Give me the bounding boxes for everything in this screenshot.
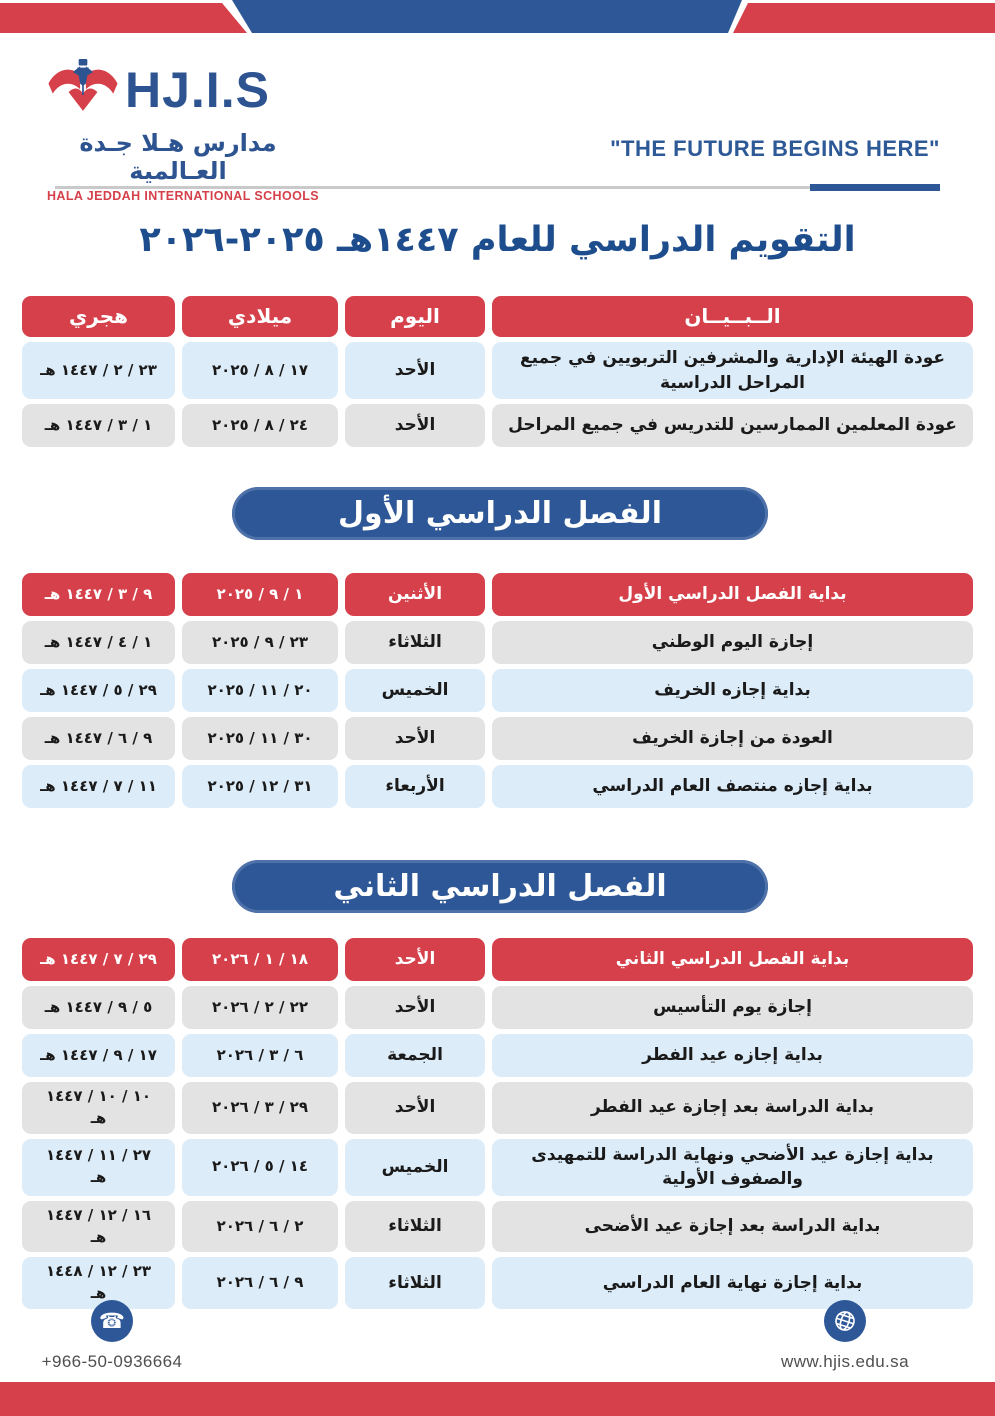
event-day: الخميس <box>345 1139 485 1196</box>
event-description: عودة الهيئة الإدارية والمشرفين التربويين في جميع المراحل الدراسية <box>492 342 973 399</box>
header-day: اليوم <box>345 296 485 337</box>
semester2-title: الفصل الدراسي الثاني <box>232 860 768 913</box>
event-description: بداية إجازة عيد الأضحي ونهاية الدراسة للتمهيدى والصفوف الأولية <box>492 1139 973 1196</box>
table-row <box>22 342 973 399</box>
event-gregorian-date: ١ / ٩ / ٢٠٢٥ <box>182 573 338 616</box>
event-day: الأحد <box>345 1082 485 1134</box>
event-hijri-date: ٥ / ٩ / ١٤٤٧ هـ <box>22 986 175 1029</box>
website-contact <box>755 1300 935 1372</box>
phone-icon <box>91 1300 133 1342</box>
header-hijri: هجري <box>22 296 175 337</box>
band-red-left <box>0 3 250 33</box>
event-gregorian-date: ٩ / ٦ / ٢٠٢٦ <box>182 1257 338 1309</box>
table-header-row <box>22 296 973 337</box>
event-hijri-date: ٢٣ / ١٢ / ١٤٤٨ هـ <box>22 1257 175 1309</box>
event-description: بداية الفصل الدراسي الثاني <box>492 938 973 981</box>
event-gregorian-date: ٢٢ / ٢ / ٢٠٢٦ <box>182 986 338 1029</box>
semester1-title: الفصل الدراسي الأول <box>232 487 768 540</box>
phone-glyph: ☎ <box>98 1309 126 1333</box>
school-name-arabic: مدارس هـلا جـدة العـالمية <box>79 129 277 185</box>
event-day: الأحد <box>345 342 485 399</box>
website-url: www.hjis.edu.sa <box>781 1352 909 1371</box>
event-hijri-date: ١ / ٣ / ١٤٤٧ هـ <box>22 404 175 447</box>
event-hijri-date: ١١ / ٧ / ١٤٤٧ هـ <box>22 765 175 808</box>
event-day: الأحد <box>345 717 485 760</box>
semester2-table <box>22 938 973 1314</box>
event-gregorian-date: ٢٩ / ٣ / ٢٠٢٦ <box>182 1082 338 1134</box>
event-description: إجازة اليوم الوطني <box>492 621 973 664</box>
semester1-table <box>22 573 973 813</box>
table-row <box>22 573 973 616</box>
table-row <box>22 1082 973 1134</box>
event-day: الأحد <box>345 938 485 981</box>
header-divider-accent <box>810 184 940 191</box>
school-name-english: HALA JEDDAH INTERNATIONAL SCHOOLS <box>47 189 320 203</box>
phone-number: +966-50-0936664 <box>41 1352 183 1371</box>
event-day: الثلاثاء <box>345 1257 485 1309</box>
school-acronym: HJ.I.S <box>125 62 270 118</box>
table-row <box>22 765 973 808</box>
event-description: العودة من إجازة الخريف <box>492 717 973 760</box>
table-row <box>22 669 973 712</box>
event-day: الأربعاء <box>345 765 485 808</box>
event-day: الأثنين <box>345 573 485 616</box>
band-red-right <box>733 3 995 33</box>
event-description: بداية إجازة نهاية العام الدراسي <box>492 1257 973 1309</box>
event-hijri-date: ٩ / ٦ / ١٤٤٧ هـ <box>22 717 175 760</box>
event-description: إجازة يوم التأسيس <box>492 986 973 1029</box>
event-day: الثلاثاء <box>345 621 485 664</box>
event-hijri-date: ١ / ٤ / ١٤٤٧ هـ <box>22 621 175 664</box>
table-row <box>22 938 973 981</box>
school-logo <box>47 58 320 203</box>
table-row <box>22 717 973 760</box>
event-gregorian-date: ١٨ / ١ / ٢٠٢٦ <box>182 938 338 981</box>
phone-contact <box>22 1300 202 1372</box>
event-day: الخميس <box>345 669 485 712</box>
event-hijri-date: ٢٣ / ٢ / ١٤٤٧ هـ <box>22 342 175 399</box>
event-description: بداية إجازه الخريف <box>492 669 973 712</box>
event-gregorian-date: ١٧ / ٨ / ٢٠٢٥ <box>182 342 338 399</box>
event-day: الأحد <box>345 986 485 1029</box>
event-day: الجمعة <box>345 1034 485 1077</box>
table-row <box>22 621 973 664</box>
event-gregorian-date: ٣٠ / ١١ / ٢٠٢٥ <box>182 717 338 760</box>
event-hijri-date: ٩ / ٣ / ١٤٤٧ هـ <box>22 573 175 616</box>
event-hijri-date: ٢٧ / ١١ / ١٤٤٧ هـ <box>22 1139 175 1196</box>
intro-table <box>22 296 973 452</box>
globe-icon <box>824 1300 866 1342</box>
header-description: الــبــيــان <box>492 296 973 337</box>
event-hijri-date: ٢٩ / ٧ / ١٤٤٧ هـ <box>22 938 175 981</box>
event-day: الأحد <box>345 404 485 447</box>
book-pen-icon <box>47 58 119 122</box>
event-day: الثلاثاء <box>345 1201 485 1253</box>
event-description: بداية الدراسة بعد إجازة عيد الأضحى <box>492 1201 973 1253</box>
event-gregorian-date: ٢٤ / ٨ / ٢٠٢٥ <box>182 404 338 447</box>
event-description: بداية إجازه عيد الفطر <box>492 1034 973 1077</box>
event-gregorian-date: ٢ / ٦ / ٢٠٢٦ <box>182 1201 338 1253</box>
band-blue-middle <box>230 0 742 33</box>
page-title: التقويم الدراسي للعام ١٤٤٧هـ ٢٠٢٥-٢٠٢٦ <box>139 220 856 260</box>
top-decorative-band <box>0 0 995 33</box>
event-hijri-date: ١٦ / ١٢ / ١٤٤٧ هـ <box>22 1201 175 1253</box>
event-gregorian-date: ٢٣ / ٩ / ٢٠٢٥ <box>182 621 338 664</box>
event-hijri-date: ٢٩ / ٥ / ١٤٤٧ هـ <box>22 669 175 712</box>
event-description: عودة المعلمين الممارسين للتدريس في جميع المراحل <box>492 404 973 447</box>
table-row <box>22 1201 973 1253</box>
school-slogan: "THE FUTURE BEGINS HERE" <box>610 136 940 161</box>
header-divider <box>55 186 940 189</box>
table-row <box>22 986 973 1029</box>
event-description: بداية إجازه منتصف العام الدراسي <box>492 765 973 808</box>
event-description: بداية الفصل الدراسي الأول <box>492 573 973 616</box>
table-row <box>22 1139 973 1196</box>
event-hijri-date: ١٠ / ١٠ / ١٤٤٧ هـ <box>22 1082 175 1134</box>
event-hijri-date: ١٧ / ٩ / ١٤٤٧ هـ <box>22 1034 175 1077</box>
event-gregorian-date: ٦ / ٣ / ٢٠٢٦ <box>182 1034 338 1077</box>
event-gregorian-date: ٢٠ / ١١ / ٢٠٢٥ <box>182 669 338 712</box>
event-gregorian-date: ١٤ / ٥ / ٢٠٢٦ <box>182 1139 338 1196</box>
event-gregorian-date: ٣١ / ١٢ / ٢٠٢٥ <box>182 765 338 808</box>
header-gregorian: ميلادي <box>182 296 338 337</box>
table-row <box>22 404 973 447</box>
bottom-decorative-band <box>0 1382 995 1416</box>
event-description: بداية الدراسة بعد إجازة عيد الفطر <box>492 1082 973 1134</box>
table-row <box>22 1034 973 1077</box>
